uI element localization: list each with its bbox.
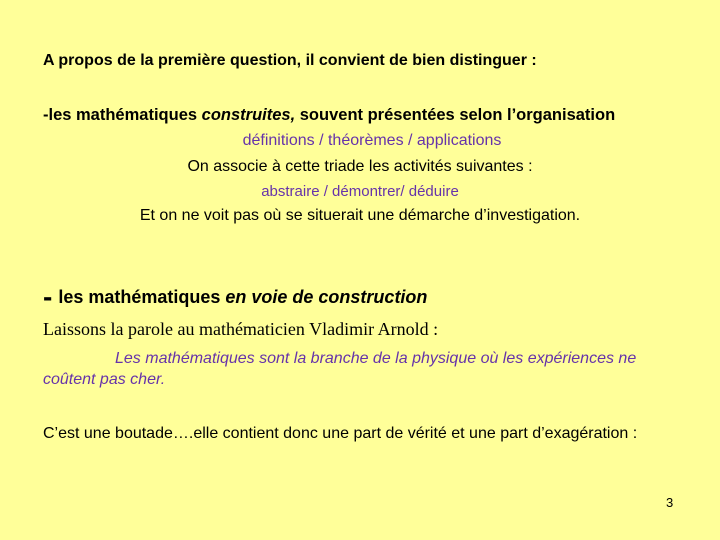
section-prefix: les mathématiques [58,287,226,307]
constructed-prefix: -les mathématiques [43,106,202,124]
boutade-text: C’est une boutade….elle contient donc une part de vérité et une part d’exagération : [43,425,638,442]
constructed-math-line [43,106,615,125]
constructed-suffix: souvent présentées selon l’organisation [295,106,616,124]
page-number: 3 [666,495,674,510]
triad-activities: abstraire / démontrer/ déduire [261,183,459,200]
section-italic: en voie de construction [225,287,428,307]
triad-definitions: définitions / théorèmes / applications [242,132,502,149]
section-construction-heading [43,281,427,313]
intro-heading: A propos de la première question, il convient de bien distinguer : [43,52,537,69]
section-dash: - [43,281,53,312]
triad-association-text: On associe à cette triade les activités suivantes : [187,158,533,175]
arnold-quote [43,348,643,390]
constructed-italic: construites, [201,106,296,124]
investigation-text: Et on ne voit pas où se situerait une démarche d’investigation. [139,207,581,224]
arnold-intro: Laissons la parole au mathématicien Vladimir Arnold : [43,319,439,339]
arnold-quote-text: Les mathématiques sont la branche de la physique où les expériences ne coûtent pas cher. [43,350,637,388]
